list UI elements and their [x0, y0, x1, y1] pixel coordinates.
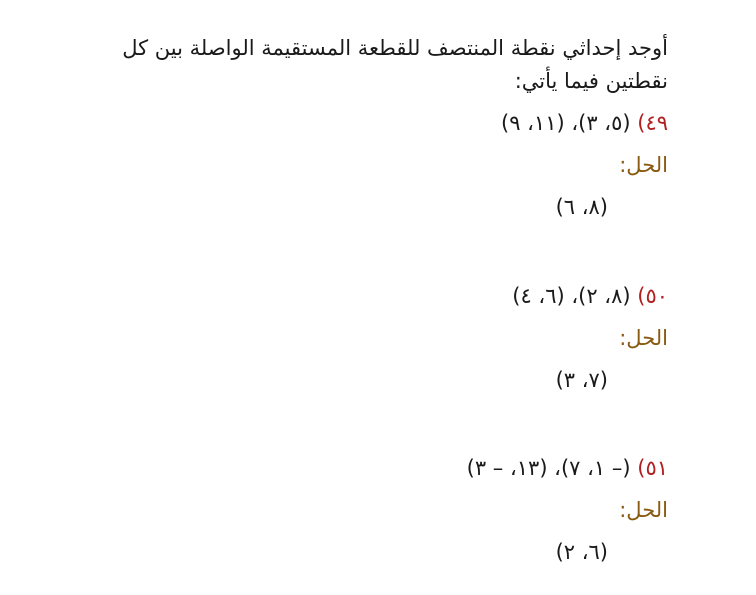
problem-points: (– ١، ٧)، (١٣، – ٣): [466, 456, 631, 480]
problem-51: [68, 453, 668, 567]
answer-text: (٧، ٣): [555, 368, 608, 392]
problem-number: ٥١): [637, 456, 668, 480]
problem-points: (٨، ٢)، (٦، ٤): [512, 284, 631, 308]
problem-statement: [68, 108, 668, 138]
instruction-text: أوجد إحداثي نقطة المنتصف للقطعة المستقيمة الواصلة بين كل نقطتين فيما يأتي:: [122, 36, 668, 93]
problem-points: (٥، ٣)، (١١، ٩): [500, 111, 631, 135]
solution-label: الحل:: [619, 326, 668, 350]
solution-label: الحل:: [619, 498, 668, 522]
problem-statement: [68, 281, 668, 311]
answer-text: (٦، ٢): [555, 540, 608, 564]
solution-label: الحل:: [619, 153, 668, 177]
answer-text: (٨، ٦): [555, 195, 608, 219]
problem-49: [68, 108, 668, 222]
problem-50: [68, 281, 668, 395]
problem-statement: [68, 453, 668, 483]
problem-number: ٤٩): [637, 111, 668, 135]
problem-number: ٥٠): [637, 284, 668, 308]
